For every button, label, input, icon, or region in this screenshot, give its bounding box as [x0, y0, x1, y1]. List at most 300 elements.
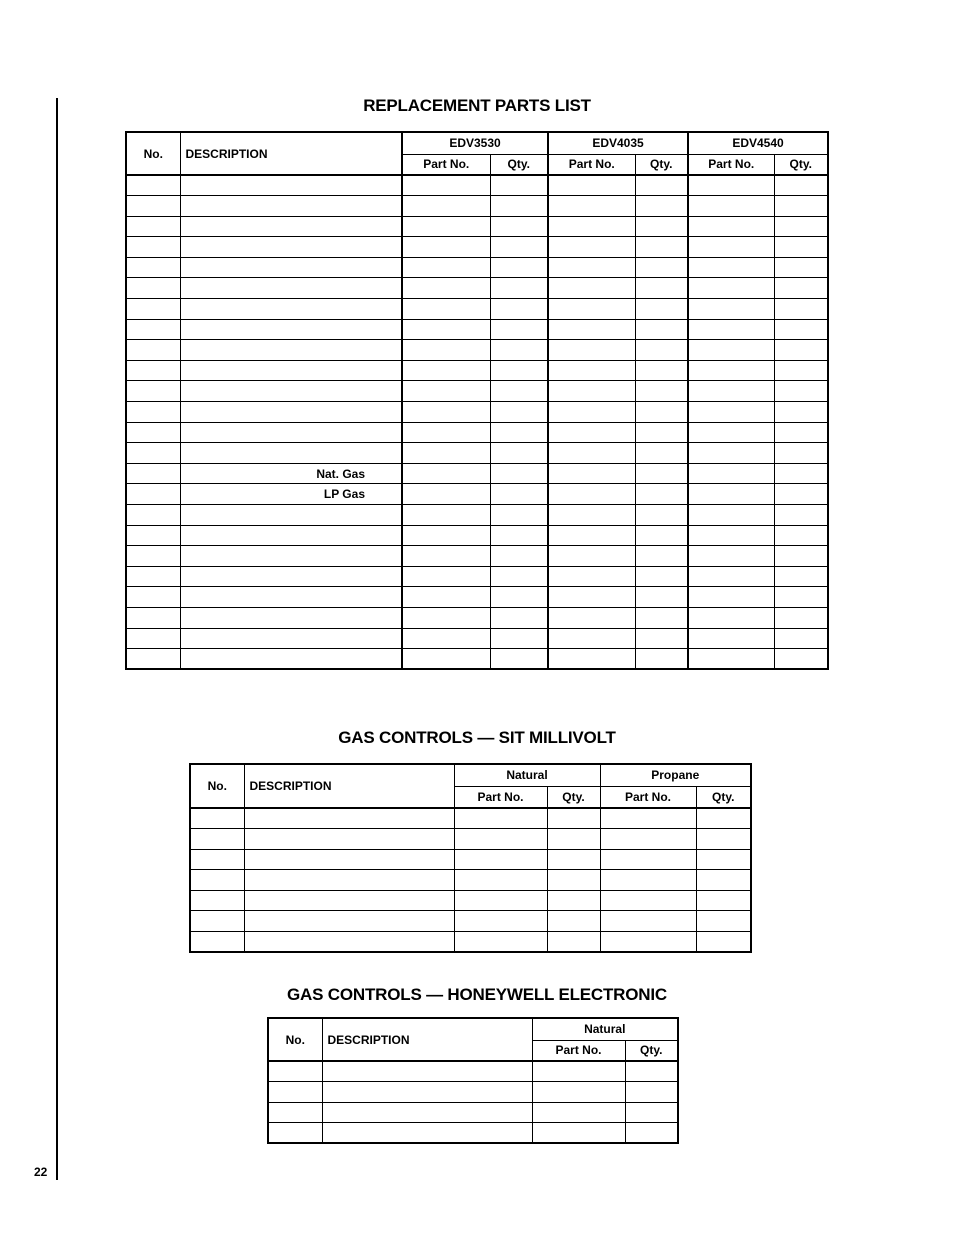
header-description: DESCRIPTION [180, 132, 402, 175]
cell-qty [774, 257, 828, 278]
cell-description: LP Gas [180, 484, 402, 505]
cell-qty [547, 931, 600, 952]
cell-qty [635, 299, 688, 320]
header-no: No. [190, 764, 244, 808]
header-part-no: Part No. [454, 786, 547, 808]
header-part-no: Part No. [532, 1040, 625, 1061]
cell-description [180, 566, 402, 587]
cell-part-no [532, 1061, 625, 1082]
cell-no [126, 422, 180, 443]
cell-part-no [688, 484, 774, 505]
cell-no [126, 319, 180, 340]
cell-no [268, 1123, 322, 1144]
cell-part-no [548, 607, 635, 628]
cell-part-no [548, 587, 635, 608]
cell-qty [696, 849, 751, 870]
cell-no [126, 360, 180, 381]
cell-no [190, 870, 244, 891]
cell-part-no [600, 849, 696, 870]
header-qty: Qty. [490, 154, 548, 175]
table-row [126, 566, 828, 587]
cell-qty [774, 505, 828, 526]
cell-qty [635, 237, 688, 258]
table-row [126, 319, 828, 340]
cell-qty [635, 463, 688, 484]
table-row [268, 1082, 678, 1103]
cell-qty [547, 911, 600, 932]
cell-qty [696, 829, 751, 850]
cell-qty [774, 628, 828, 649]
cell-part-no [454, 870, 547, 891]
header-no: No. [126, 132, 180, 175]
cell-qty [490, 443, 548, 464]
table-row [126, 443, 828, 464]
cell-qty [774, 196, 828, 217]
cell-no [126, 257, 180, 278]
cell-description [244, 829, 454, 850]
table-row [126, 525, 828, 546]
cell-qty [635, 628, 688, 649]
cell-part-no [454, 808, 547, 829]
table-row [126, 278, 828, 299]
header-description: DESCRIPTION [322, 1018, 532, 1061]
cell-qty [635, 422, 688, 443]
cell-description [180, 525, 402, 546]
cell-qty [490, 402, 548, 423]
cell-description [180, 546, 402, 567]
cell-qty [635, 360, 688, 381]
cell-qty [547, 849, 600, 870]
cell-part-no [402, 360, 490, 381]
cell-qty [490, 257, 548, 278]
cell-part-no [688, 360, 774, 381]
cell-qty [490, 566, 548, 587]
cell-no [190, 808, 244, 829]
cell-part-no [548, 402, 635, 423]
cell-no [190, 931, 244, 952]
cell-no [126, 628, 180, 649]
cell-qty [774, 237, 828, 258]
cell-no [126, 546, 180, 567]
cell-no [126, 278, 180, 299]
table-row [190, 870, 751, 891]
header-group-natural: Natural [454, 764, 600, 786]
cell-part-no [402, 525, 490, 546]
cell-part-no [402, 587, 490, 608]
table-row [126, 546, 828, 567]
header-model-1: EDV3530 [402, 132, 548, 154]
cell-part-no [688, 607, 774, 628]
header-part-no: Part No. [600, 786, 696, 808]
cell-part-no [454, 911, 547, 932]
cell-part-no [688, 278, 774, 299]
cell-part-no [402, 237, 490, 258]
cell-qty [635, 607, 688, 628]
cell-qty [547, 890, 600, 911]
cell-part-no [548, 546, 635, 567]
cell-part-no [454, 849, 547, 870]
cell-qty [490, 607, 548, 628]
cell-part-no [688, 587, 774, 608]
cell-part-no [402, 196, 490, 217]
cell-qty [774, 443, 828, 464]
cell-description [180, 628, 402, 649]
cell-part-no [402, 299, 490, 320]
cell-qty [490, 381, 548, 402]
cell-qty [774, 566, 828, 587]
cell-part-no [548, 422, 635, 443]
cell-qty [635, 216, 688, 237]
cell-part-no [548, 278, 635, 299]
honeywell-title: GAS CONTROLS — HONEYWELL ELECTRONIC [287, 985, 667, 1004]
cell-no [268, 1061, 322, 1082]
cell-qty [696, 808, 751, 829]
cell-part-no [688, 175, 774, 196]
cell-part-no [402, 319, 490, 340]
cell-no [126, 299, 180, 320]
header-qty: Qty. [625, 1040, 678, 1061]
cell-part-no [548, 463, 635, 484]
cell-qty [490, 484, 548, 505]
cell-part-no [402, 505, 490, 526]
cell-part-no [600, 808, 696, 829]
cell-part-no [402, 175, 490, 196]
table-row [126, 257, 828, 278]
cell-part-no [402, 402, 490, 423]
cell-qty [635, 340, 688, 361]
header-part-no: Part No. [688, 154, 774, 175]
cell-description [180, 340, 402, 361]
cell-no [126, 175, 180, 196]
header-model-3: EDV4540 [688, 132, 828, 154]
cell-no [126, 484, 180, 505]
header-no: No. [268, 1018, 322, 1061]
cell-description [180, 587, 402, 608]
cell-part-no [688, 649, 774, 670]
cell-part-no [600, 829, 696, 850]
cell-part-no [688, 566, 774, 587]
cell-no [126, 443, 180, 464]
cell-part-no [402, 278, 490, 299]
cell-part-no [688, 237, 774, 258]
cell-description [244, 870, 454, 891]
cell-no [126, 402, 180, 423]
cell-qty [635, 525, 688, 546]
cell-no [268, 1102, 322, 1123]
cell-qty [635, 402, 688, 423]
cell-description [180, 649, 402, 670]
table-row [126, 402, 828, 423]
table-row [268, 1102, 678, 1123]
cell-part-no [548, 299, 635, 320]
cell-part-no [688, 216, 774, 237]
cell-qty [547, 870, 600, 891]
cell-qty [774, 463, 828, 484]
cell-qty [490, 216, 548, 237]
cell-qty [774, 649, 828, 670]
table-row [126, 422, 828, 443]
cell-no [126, 587, 180, 608]
cell-description [244, 808, 454, 829]
cell-part-no [402, 257, 490, 278]
cell-qty [490, 278, 548, 299]
table-row [190, 808, 751, 829]
cell-description [244, 849, 454, 870]
cell-qty [490, 237, 548, 258]
cell-qty [774, 175, 828, 196]
cell-no [126, 463, 180, 484]
cell-description [322, 1123, 532, 1144]
table-row [126, 607, 828, 628]
cell-part-no [532, 1102, 625, 1123]
table-row [126, 216, 828, 237]
table-row [126, 505, 828, 526]
cell-qty [490, 299, 548, 320]
cell-description [180, 381, 402, 402]
table-row [126, 628, 828, 649]
cell-qty [774, 340, 828, 361]
table-row [126, 175, 828, 196]
header-description: DESCRIPTION [244, 764, 454, 808]
cell-qty [490, 587, 548, 608]
cell-description: Nat. Gas [180, 463, 402, 484]
cell-part-no [600, 870, 696, 891]
cell-qty [635, 484, 688, 505]
cell-part-no [548, 360, 635, 381]
page-number: 22 [34, 1165, 48, 1179]
cell-description [180, 607, 402, 628]
cell-description [322, 1082, 532, 1103]
table-row [126, 649, 828, 670]
cell-part-no [532, 1082, 625, 1103]
cell-description [244, 890, 454, 911]
table-row [126, 463, 828, 484]
cell-no [190, 849, 244, 870]
cell-qty [774, 587, 828, 608]
cell-no [126, 340, 180, 361]
cell-description [180, 299, 402, 320]
cell-no [126, 237, 180, 258]
cell-no [126, 196, 180, 217]
millivolt-title: GAS CONTROLS — SIT MILLIVOLT [338, 728, 616, 747]
cell-qty [635, 257, 688, 278]
table-row [126, 360, 828, 381]
honeywell-table [267, 1017, 679, 1144]
cell-part-no [402, 628, 490, 649]
cell-description [322, 1102, 532, 1123]
cell-no [190, 911, 244, 932]
cell-qty [490, 196, 548, 217]
cell-qty [774, 319, 828, 340]
cell-qty [774, 546, 828, 567]
cell-qty [774, 525, 828, 546]
cell-description [180, 422, 402, 443]
cell-qty [635, 278, 688, 299]
cell-part-no [688, 463, 774, 484]
cell-part-no [454, 890, 547, 911]
cell-qty [625, 1123, 678, 1144]
cell-qty [625, 1061, 678, 1082]
cell-qty [696, 890, 751, 911]
cell-no [126, 525, 180, 546]
cell-part-no [548, 649, 635, 670]
cell-part-no [688, 257, 774, 278]
cell-part-no [454, 931, 547, 952]
cell-part-no [600, 890, 696, 911]
cell-qty [774, 607, 828, 628]
cell-part-no [532, 1123, 625, 1144]
cell-description [180, 402, 402, 423]
cell-part-no [402, 216, 490, 237]
cell-part-no [548, 216, 635, 237]
header-part-no: Part No. [402, 154, 490, 175]
cell-qty [774, 381, 828, 402]
cell-no [126, 216, 180, 237]
cell-qty [774, 299, 828, 320]
cell-part-no [402, 607, 490, 628]
cell-part-no [402, 340, 490, 361]
replacement-parts-table [125, 131, 829, 670]
cell-qty [490, 546, 548, 567]
cell-part-no [688, 422, 774, 443]
cell-part-no [548, 443, 635, 464]
cell-qty [635, 649, 688, 670]
table-row [190, 829, 751, 850]
header-qty: Qty. [696, 786, 751, 808]
cell-part-no [402, 649, 490, 670]
table-row [268, 1061, 678, 1082]
cell-qty [696, 931, 751, 952]
header-qty: Qty. [774, 154, 828, 175]
cell-qty [490, 175, 548, 196]
cell-part-no [688, 443, 774, 464]
cell-qty [490, 505, 548, 526]
header-part-no: Part No. [548, 154, 635, 175]
cell-qty [774, 484, 828, 505]
cell-description [180, 257, 402, 278]
cell-no [190, 890, 244, 911]
millivolt-table [189, 763, 752, 953]
cell-description [244, 931, 454, 952]
cell-part-no [688, 299, 774, 320]
table-row [126, 196, 828, 217]
cell-qty [490, 463, 548, 484]
cell-part-no [548, 525, 635, 546]
cell-part-no [548, 484, 635, 505]
table-row [126, 299, 828, 320]
cell-part-no [688, 340, 774, 361]
cell-qty [490, 525, 548, 546]
table-row [126, 237, 828, 258]
cell-description [180, 175, 402, 196]
cell-part-no [688, 525, 774, 546]
cell-qty [635, 443, 688, 464]
cell-part-no [548, 237, 635, 258]
cell-part-no [600, 911, 696, 932]
cell-no [126, 566, 180, 587]
cell-description [244, 911, 454, 932]
cell-part-no [548, 175, 635, 196]
replacement-parts-title: REPLACEMENT PARTS LIST [363, 96, 591, 115]
cell-qty [490, 628, 548, 649]
table-row [268, 1123, 678, 1144]
cell-part-no [688, 402, 774, 423]
cell-description [180, 505, 402, 526]
cell-qty [635, 175, 688, 196]
cell-part-no [402, 422, 490, 443]
cell-qty [774, 422, 828, 443]
cell-part-no [548, 319, 635, 340]
cell-qty [635, 546, 688, 567]
cell-qty [635, 319, 688, 340]
cell-description [180, 443, 402, 464]
table-row [190, 911, 751, 932]
cell-qty [696, 870, 751, 891]
cell-description [180, 360, 402, 381]
cell-part-no [454, 829, 547, 850]
cell-part-no [548, 340, 635, 361]
cell-part-no [688, 319, 774, 340]
cell-part-no [548, 566, 635, 587]
cell-part-no [548, 257, 635, 278]
table-row [190, 849, 751, 870]
cell-qty [490, 422, 548, 443]
header-group-propane: Propane [600, 764, 751, 786]
cell-part-no [402, 381, 490, 402]
cell-qty [625, 1082, 678, 1103]
cell-part-no [688, 505, 774, 526]
cell-part-no [548, 628, 635, 649]
cell-part-no [688, 546, 774, 567]
cell-qty [774, 360, 828, 381]
table-row [126, 340, 828, 361]
cell-qty [635, 566, 688, 587]
cell-qty [490, 319, 548, 340]
cell-part-no [402, 463, 490, 484]
cell-no [126, 649, 180, 670]
cell-part-no [402, 566, 490, 587]
cell-qty [635, 587, 688, 608]
cell-no [190, 829, 244, 850]
cell-no [126, 505, 180, 526]
cell-no [126, 381, 180, 402]
cell-description [180, 237, 402, 258]
cell-qty [490, 649, 548, 670]
cell-no [268, 1082, 322, 1103]
cell-qty [547, 829, 600, 850]
cell-qty [625, 1102, 678, 1123]
cell-qty [490, 360, 548, 381]
cell-description [322, 1061, 532, 1082]
cell-qty [774, 216, 828, 237]
table-row [126, 587, 828, 608]
header-qty: Qty. [635, 154, 688, 175]
cell-no [126, 607, 180, 628]
header-model-2: EDV4035 [548, 132, 688, 154]
cell-qty [696, 911, 751, 932]
cell-description [180, 216, 402, 237]
table-row [190, 931, 751, 952]
cell-qty [635, 196, 688, 217]
cell-part-no [548, 505, 635, 526]
cell-qty [490, 340, 548, 361]
table-row [126, 381, 828, 402]
header-qty: Qty. [547, 786, 600, 808]
cell-qty [635, 505, 688, 526]
cell-part-no [402, 443, 490, 464]
header-group-natural: Natural [532, 1018, 678, 1040]
cell-part-no [600, 931, 696, 952]
